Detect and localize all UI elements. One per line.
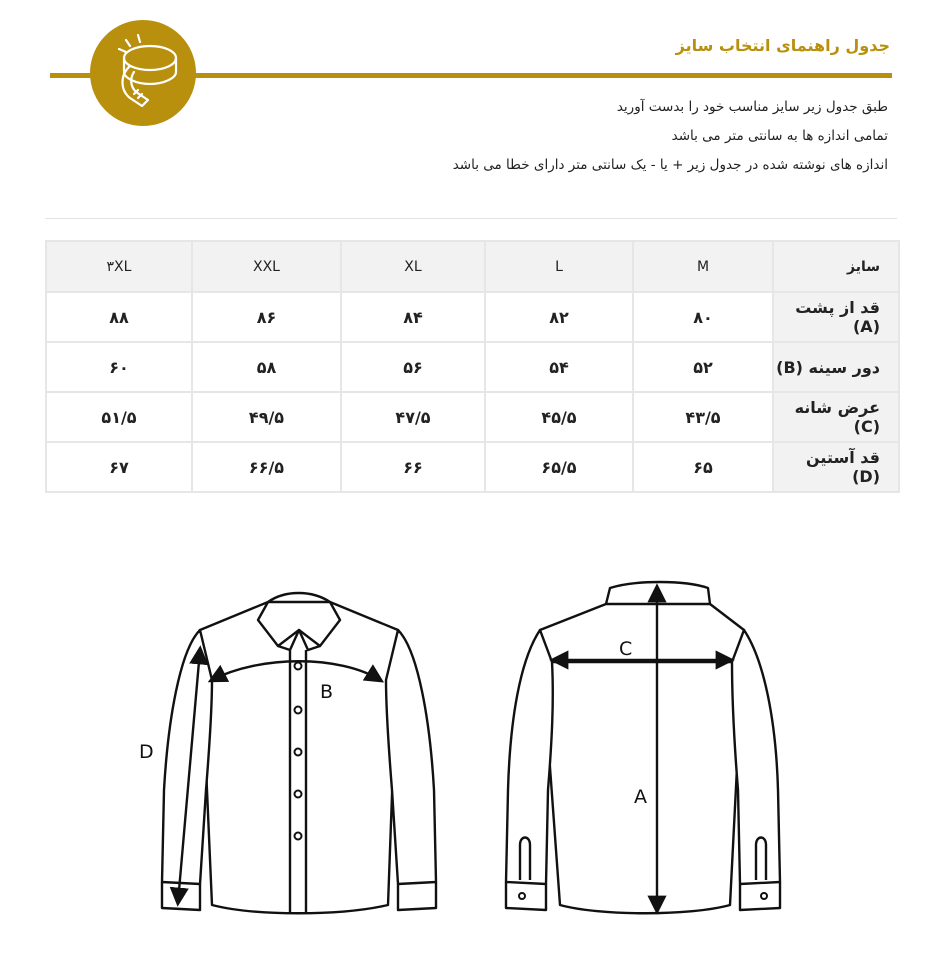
row-label: عرض شانه (C) [773, 392, 899, 442]
instructions [453, 96, 888, 183]
table-cell: ۶۵/۵ [485, 442, 633, 492]
row-label: دور سینه (B) [773, 342, 899, 392]
table-cell: ۶۰ [46, 342, 192, 392]
column-header: L [485, 241, 633, 292]
row-label: قد آستین (D) [773, 442, 899, 492]
length-label: A [634, 786, 647, 808]
instruction-line: طبق جدول زیر سایز مناسب خود را بدست آورید [616, 99, 888, 115]
chest-label: B [320, 681, 334, 703]
table-cell: ۵۶ [341, 342, 485, 392]
table-row [46, 292, 899, 342]
table-cell: ۸۸ [46, 292, 192, 342]
size-table [45, 240, 900, 493]
table-cell: ۶۶ [341, 442, 485, 492]
table-header-row [46, 241, 899, 292]
sleeve-label: D [139, 741, 154, 763]
table-cell: ۴۷/۵ [341, 392, 485, 442]
table-cell: ۴۵/۵ [485, 392, 633, 442]
column-header: XXL [192, 241, 341, 292]
table-cell: ۵۲ [633, 342, 773, 392]
table-cell: ۸۰ [633, 292, 773, 342]
table-cell: ۵۴ [485, 342, 633, 392]
table-cell: ۸۶ [192, 292, 341, 342]
table-row [46, 392, 899, 442]
table-cell: ۸۴ [341, 292, 485, 342]
table-cell: ۶۵ [633, 442, 773, 492]
table-cell: ۶۶/۵ [192, 442, 341, 492]
page-title: جدول راهنمای انتخاب سایز [675, 36, 890, 55]
instruction-line: تمامی اندازه ها به سانتی متر می باشد [671, 128, 888, 144]
back-shirt [506, 582, 780, 913]
column-header: ۳XL [46, 241, 192, 292]
measuring-tape-icon [90, 20, 196, 126]
column-header: M [633, 241, 773, 292]
size-corner-label: سایز [773, 241, 899, 292]
table-cell: ۶۷ [46, 442, 192, 492]
shoulder-label: C [619, 638, 633, 660]
table-row [46, 342, 899, 392]
table-cell: ۴۳/۵ [633, 392, 773, 442]
column-header: XL [341, 241, 485, 292]
table-cell: ۴۹/۵ [192, 392, 341, 442]
table-cell: ۵۸ [192, 342, 341, 392]
shirt-diagram [0, 560, 942, 960]
row-label: قد از پشت (A) [773, 292, 899, 342]
table-cell: ۵۱/۵ [46, 392, 192, 442]
measuring-tape-badge [90, 20, 196, 126]
table-row [46, 442, 899, 492]
divider [45, 218, 897, 219]
instruction-line: اندازه های نوشته شده در جدول زیر + یا - یک سانتی متر دارای خطا می باشد [452, 157, 888, 173]
table-cell: ۸۲ [485, 292, 633, 342]
